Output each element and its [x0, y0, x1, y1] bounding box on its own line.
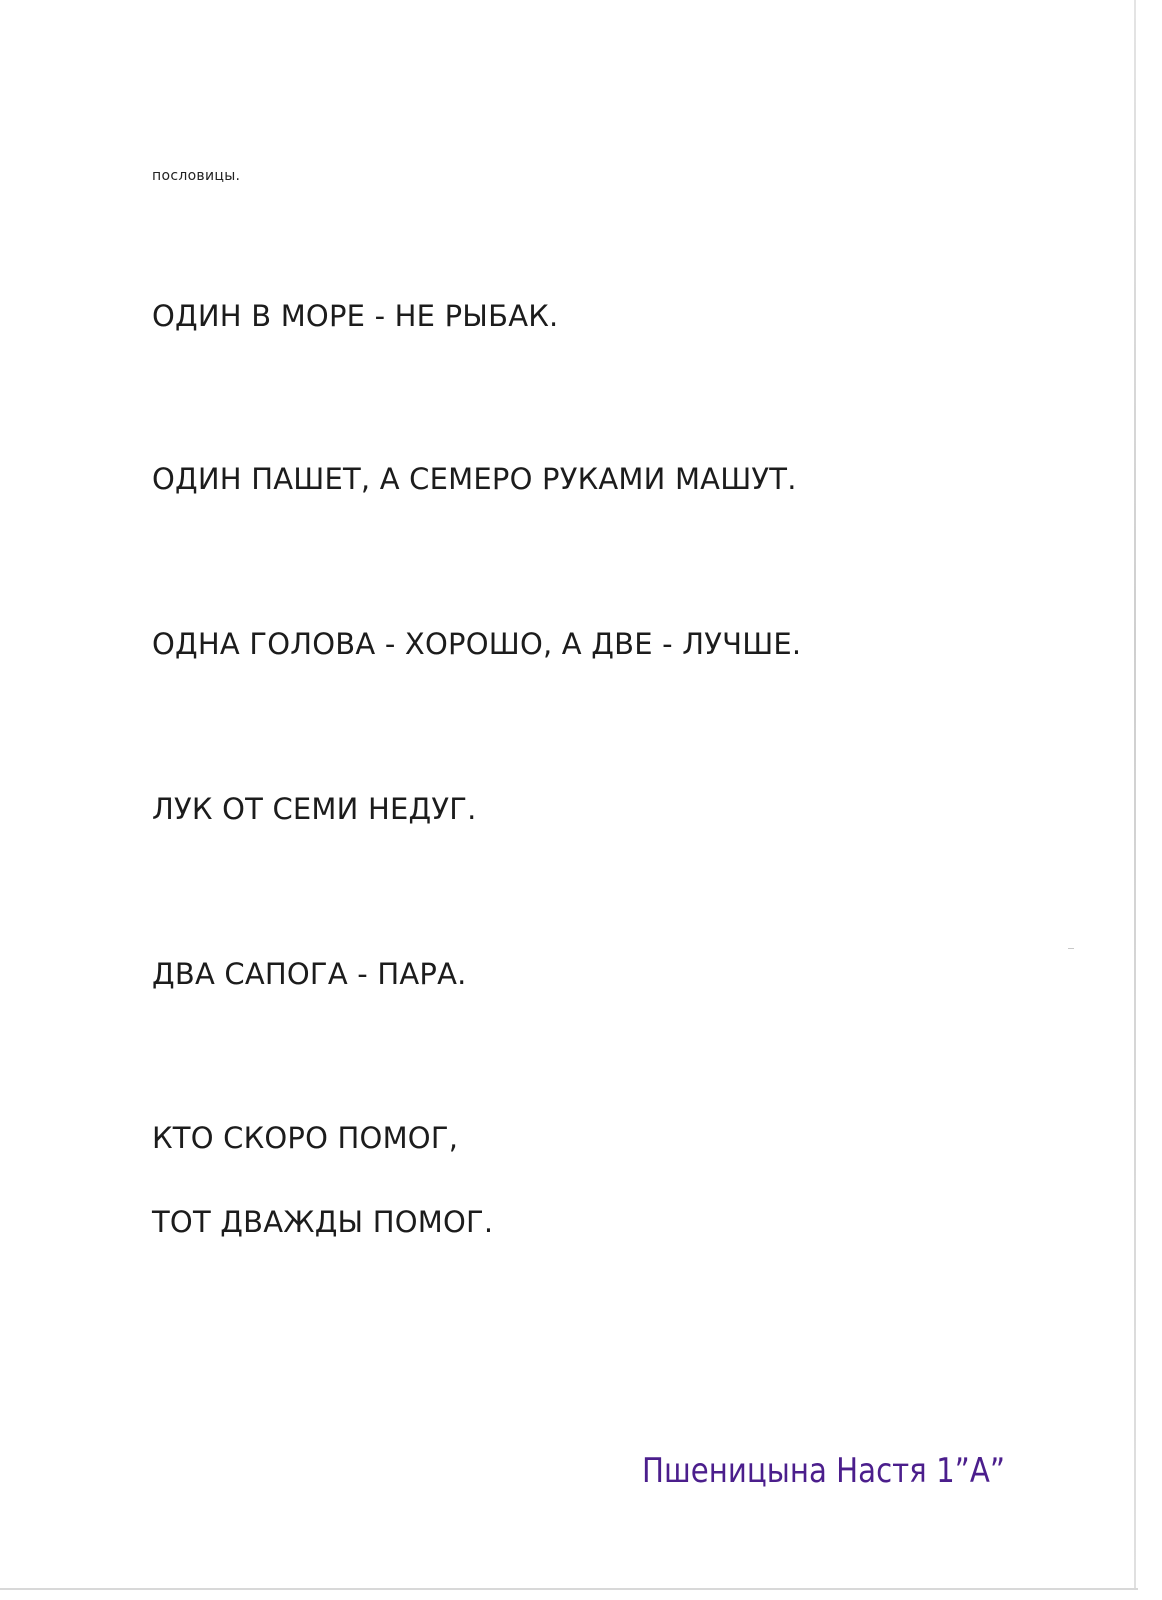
- scan-edge-bottom: [0, 1588, 1138, 1590]
- proverb-6-line-2: ТОТ ДВАЖДЫ ПОМОГ.: [152, 1205, 494, 1239]
- proverb-3: ОДНА ГОЛОВА - ХОРОШО, А ДВЕ - ЛУЧШЕ.: [152, 627, 802, 661]
- scan-speck: [1068, 948, 1074, 949]
- proverb-2: ОДИН ПАШЕТ, А СЕМЕРО РУКАМИ МАШУТ.: [152, 462, 797, 496]
- proverb-6-line-1: КТО СКОРО ПОМОГ,: [152, 1121, 459, 1155]
- proverb-1: ОДИН В МОРЕ - НЕ РЫБАК.: [152, 299, 559, 333]
- proverb-4: ЛУК ОТ СЕМИ НЕДУГ.: [152, 792, 477, 826]
- scan-edge-right: [1134, 0, 1136, 1590]
- author-signature: Пшеницына Настя 1”А”: [642, 1451, 1005, 1491]
- proverb-5: ДВА САПОГА - ПАРА.: [152, 957, 467, 991]
- page-heading: пословицы.: [152, 168, 241, 184]
